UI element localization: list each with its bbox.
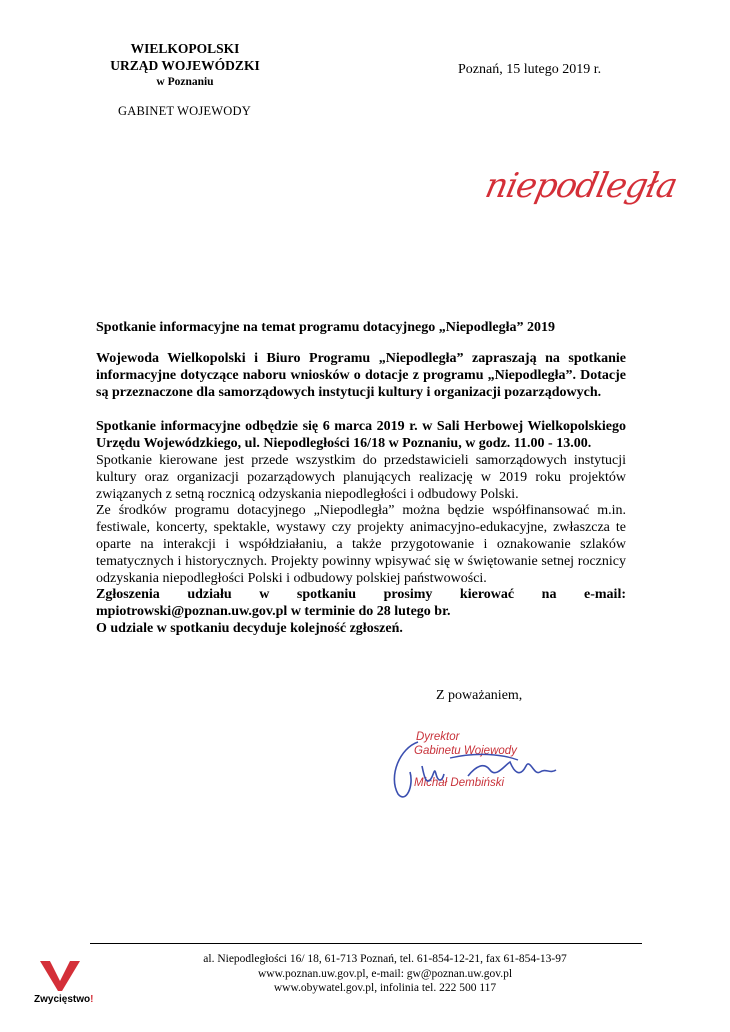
cabinet-name: GABINET WOJEWODY [118,104,251,118]
funding-paragraph: Ze środków programu dotacyjnego „Niepodległa” można będzie współfinansować m.in. festiwale, koncerty, spektakle, wystawy czy projekty animacyjno-edukacyjne, zwłaszcza te oparte na interakcji i współdziałaniu, a także przygotowanie i oznakowanie szlaków tematycznych i historycznych. Projekty powinny wpisywać się w świętowanie setnej rocznicy odzyskania niepodległości Polski i odbudowy polskiej państwowości. [96,503,626,586]
signature-name: Michał Dembiński [414,777,505,789]
intro-paragraph: Wojewoda Wielkopolski i Biuro Programu „Niepodległa” zapraszają na spotkanie informacyjne dotyczące naboru wniosków o dotacje z programu „Niepodległa”. Dotacje są przeznaczone dla samorządowych instytucji kultury i organizacji pozarządowych. [96,351,626,400]
target-paragraph: Spotkanie kierowane jest przede wszystkim do przedstawicieli samorządowych instytucji kultury oraz organizacji pozarządowych planujących realizację w 2019 roku projektów związanych z setną rocznicą odzyskania niepodległości i odbudowy Polski. [96,452,626,502]
victory-brand-word: Zwycięstwo [34,994,91,1005]
letter-title: Spotkanie informacyjne na temat programu dotacyjnego „Niepodległa” 2019 [96,320,555,335]
niepodlegla-logo: niepodległa [481,166,681,206]
footer-hotline: www.obywatel.gov.pl, infolinia tel. 222 500 117 [273,982,497,994]
footer-divider [90,943,642,944]
registration-order-line: O udziale w spotkaniu decyduje kolejność zgłoszeń. [96,620,403,636]
handwritten-signature [380,736,580,806]
office-city: w Poznaniu [156,76,214,88]
closing-salutation: Z poważaniem, [436,688,523,703]
victory-brand-text [34,994,93,1005]
footer-address: al. Niepodległości 16/ 18, 61-713 Poznań, tel. 61-854-12-21, fax 61-854-13-97 [203,953,567,965]
victory-v-logo [36,957,84,993]
signature-role-line1: Dyrektor [416,731,460,743]
victory-brand-accent: ! [90,994,94,1005]
letter-body [96,351,626,638]
registration-line-1: Zgłoszenia udziału w spotkaniu prosimy kierować na e-mail: [96,587,626,603]
meeting-info-paragraph: Spotkanie informacyjne odbędzie się 6 marca 2019 r. w Sali Herbowej Wielkopolskiego Urzędu Wojewódzkiego, ul. Niepodległości 16/18 w Poznaniu, w godz. 11.00 - 13.00. [96,419,626,452]
letter-date: Poznań, 15 lutego 2019 r. [458,62,602,77]
registration-email-line: mpiotrowski@poznan.uw.gov.pl w terminie do 28 lutego br. [96,604,451,620]
office-name-line1: WIELKOPOLSKI [130,41,240,56]
office-header [100,40,270,91]
signature-role-line2: Gabinetu Wojewody [414,745,517,757]
footer-contact [130,952,640,996]
footer-web-email: www.poznan.uw.gov.pl, e-mail: gw@poznan.uw.gov.pl [257,967,513,980]
office-name-line2: URZĄD WOJEWÓDZKI [110,58,260,73]
